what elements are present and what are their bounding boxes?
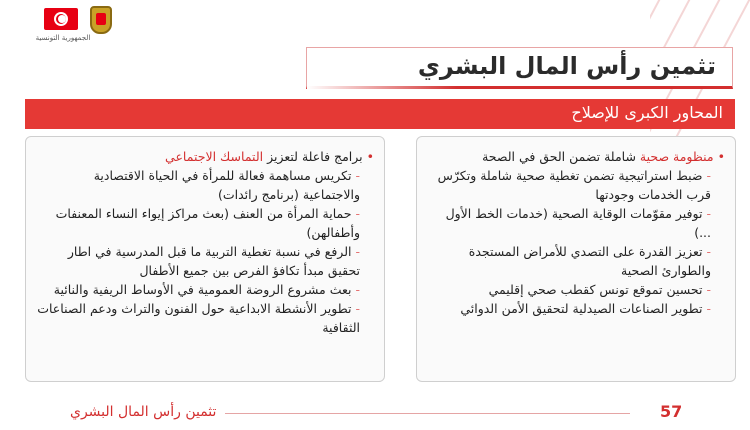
health-heading: •منظومة صحية شاملة تضمن الحق في الصحة [482, 149, 725, 164]
list-item: -تطوير الصناعات الصيدلية لتحقيق الأمن الدوائي [460, 301, 711, 316]
page-title: تثمين رأس المال البشري [417, 52, 716, 80]
health-panel [416, 136, 736, 382]
list-item: -بعث مشروع الروضة العمومية في الأوساط الريفية والنائية [53, 282, 360, 297]
bullet-icon: • [366, 149, 374, 164]
page-title-box [306, 47, 733, 89]
list-item: -تحسين تموقع تونس كقطب صحي إقليمي [488, 282, 711, 297]
social-heading: •برامج فاعلة لتعزيز التماسك الاجتماعي [165, 149, 374, 164]
list-item: -تكريس مساهمة فعالة للمرأة في الحياة الاقتصادية والاجتماعية (برنامج رائدات) [93, 168, 360, 202]
list-item: -حماية المرأة من العنف (بعث مراكز إيواء النساء المعنفات وأطفالهن) [55, 206, 360, 240]
bullet-icon: • [717, 149, 725, 164]
list-item: -الرفع في نسبة تغطية التربية ما قبل المدرسية في اطار تحقيق مبدأ تكافؤ الفرص بين جميع الأطفال [67, 244, 360, 278]
social-cohesion-panel [25, 136, 385, 382]
footer-title: تثمين رأس المال البشري [70, 404, 217, 420]
header-logos [28, 6, 128, 48]
footer-divider [225, 413, 630, 414]
list-item: -توفير مقوّمات الوقاية الصحية (خدمات الخط الأول ...) [445, 206, 711, 240]
republic-label: الجمهورية التونسية [35, 34, 91, 42]
list-item: -ضبط استراتيجية تضمن تغطية صحية شاملة وتكرّس قرب الخدمات وجودتها [437, 168, 711, 202]
coat-of-arms-icon [90, 6, 112, 34]
list-item: -تعزيز القدرة على التصدي للأمراض المستجدة والطوارئ الصحية [468, 244, 711, 278]
section-header [25, 99, 735, 129]
tunisia-flag-icon [44, 8, 78, 30]
page-number: 57 [660, 402, 683, 421]
section-title: المحاور الكبرى للإصلاح [571, 103, 723, 122]
list-item: -تطوير الأنشطة الابداعية حول الفنون والتراث ودعم الصناعات الثقافية [37, 301, 360, 335]
